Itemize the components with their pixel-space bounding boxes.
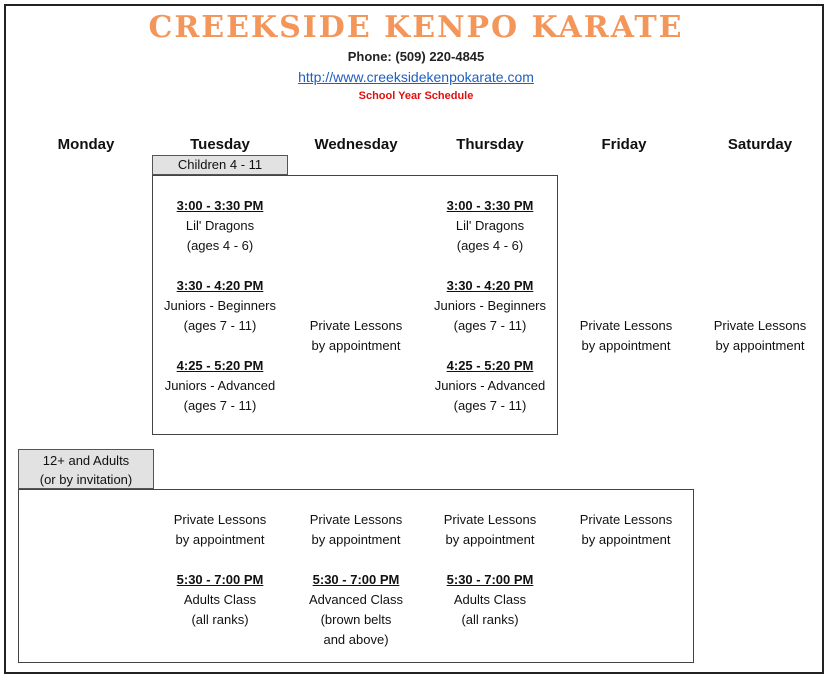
class-time: 3:00 - 3:30 PM (446, 198, 534, 213)
thursday-adults-class (422, 570, 558, 630)
phone-number: Phone: (509) 220-4845 (347, 49, 485, 64)
private-lessons-text: Private Lessons (173, 512, 267, 527)
tuesday-adults-class (152, 570, 288, 630)
class-name: Juniors - Advanced (434, 378, 546, 393)
class-ages: (ages 7 - 11) (453, 398, 527, 413)
class-time: 5:30 - 7:00 PM (176, 572, 264, 587)
day-header-thursday: Thursday (456, 136, 524, 153)
class-name: Juniors - Beginners (434, 298, 546, 313)
class-time: 5:30 - 7:00 PM (312, 572, 400, 587)
class-name: Lil' Dragons (455, 218, 525, 233)
appointment-text: by appointment (581, 532, 671, 547)
thursday-children-class-2 (422, 276, 558, 336)
class-time: 4:25 - 5:20 PM (176, 358, 264, 373)
class-ranks-cont: and above) (323, 632, 389, 647)
day-header-saturday: Saturday (727, 136, 793, 153)
tuesday-children-class-2 (152, 276, 288, 336)
day-header-friday: Friday (601, 136, 647, 153)
tuesday-children-class-1 (152, 196, 288, 256)
private-lessons-text: Private Lessons (309, 318, 403, 333)
thursday-adult-private-lessons (422, 510, 558, 550)
class-name: Advanced Class (309, 592, 403, 607)
wednesday-private-lessons (288, 316, 424, 356)
tuesday-adult-private-lessons (152, 510, 288, 550)
class-time: 5:30 - 7:00 PM (446, 572, 534, 587)
appointment-text: by appointment (445, 532, 535, 547)
private-lessons-text: Private Lessons (579, 512, 673, 527)
appointment-text: by appointment (311, 532, 401, 547)
page-title: CREEKSIDE KENPO KARATE (148, 10, 684, 45)
class-time: 3:30 - 4:20 PM (446, 278, 534, 293)
appointment-text: by appointment (175, 532, 265, 547)
class-name: Lil' Dragons (185, 218, 255, 233)
adults-section-label (18, 449, 154, 489)
class-name: Adults Class (453, 592, 527, 607)
thursday-children-class-1 (422, 196, 558, 256)
private-lessons-text: Private Lessons (713, 318, 807, 333)
day-header-wednesday: Wednesday (314, 136, 398, 153)
thursday-children-class-3 (422, 356, 558, 416)
website-link[interactable]: http://www.creeksidekenpokarate.com (298, 69, 534, 85)
schedule-label: School Year Schedule (358, 90, 474, 102)
appointment-text: by appointment (581, 338, 671, 353)
friday-private-lessons (558, 316, 694, 356)
saturday-private-lessons (692, 316, 828, 356)
class-time: 3:00 - 3:30 PM (176, 198, 264, 213)
friday-adult-private-lessons (558, 510, 694, 550)
class-ages: (ages 4 - 6) (186, 238, 254, 253)
private-lessons-text: Private Lessons (579, 318, 673, 333)
class-ages: (ages 7 - 11) (183, 398, 257, 413)
class-ranks: (all ranks) (461, 612, 519, 627)
class-ages: (ages 7 - 11) (453, 318, 527, 333)
appointment-text: by appointment (715, 338, 805, 353)
wednesday-advanced-class (288, 570, 424, 650)
day-header-monday: Monday (57, 136, 115, 153)
class-name: Juniors - Beginners (164, 298, 276, 313)
day-header-tuesday: Tuesday (190, 136, 250, 153)
tuesday-children-class-3 (152, 356, 288, 416)
children-section-label: Children 4 - 11 (152, 155, 288, 175)
class-ranks: (all ranks) (191, 612, 249, 627)
private-lessons-text: Private Lessons (443, 512, 537, 527)
appointment-text: by appointment (311, 338, 401, 353)
class-name: Adults Class (183, 592, 257, 607)
class-ages: (ages 7 - 11) (183, 318, 257, 333)
class-ranks: (brown belts (320, 612, 392, 627)
private-lessons-text: Private Lessons (309, 512, 403, 527)
class-time: 3:30 - 4:20 PM (176, 278, 264, 293)
class-name: Juniors - Advanced (164, 378, 276, 393)
class-ages: (ages 4 - 6) (456, 238, 524, 253)
wednesday-adult-private-lessons (288, 510, 424, 550)
class-time: 4:25 - 5:20 PM (446, 358, 534, 373)
adults-label-line2: (or by invitation) (39, 472, 133, 487)
adults-label-line1: 12+ and Adults (42, 453, 130, 468)
